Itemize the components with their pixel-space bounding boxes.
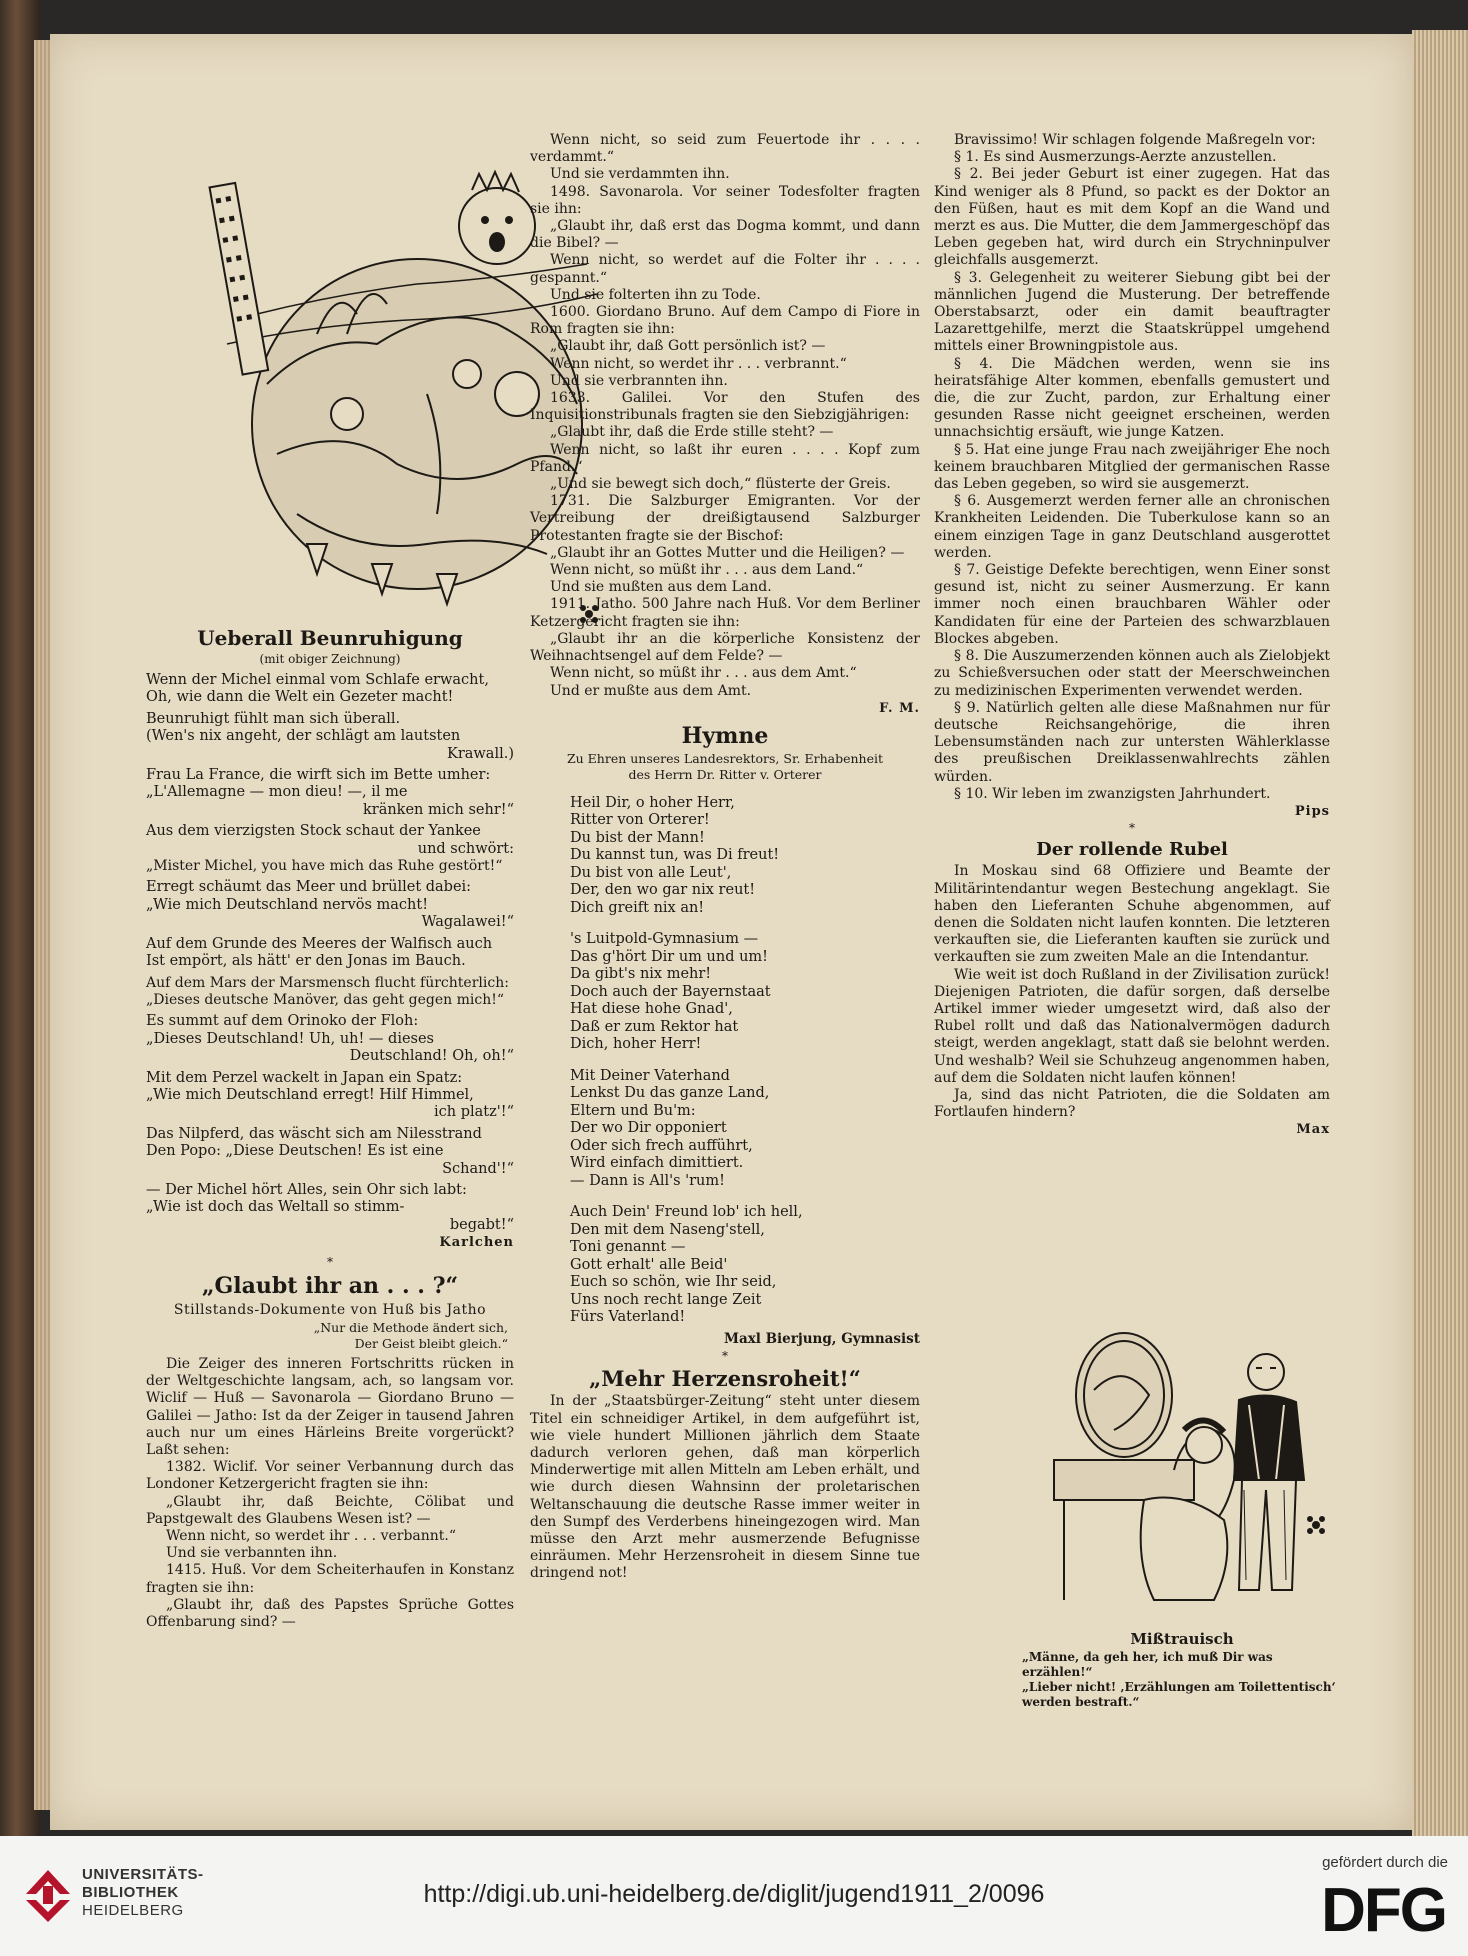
poem-line: (Wen's nix angeht, der schlägt am lautsten [146, 728, 461, 745]
library-line: UNIVERSITÄTS- [82, 1866, 204, 1883]
paragraph: § 3. Gelegenheit zu weiterer Siebung gibt bei der männlichen Jugend die Musterung. Der betreffende Oberstabsarzt, oder ein damit beauftragter Lazarettgehilfe, merzt die Staatskrüppel umgehend mittels einer Browningpistole aus. [934, 269, 1330, 355]
paragraph: 1731. Die Salzburger Emigranten. Vor der Vertreibung der dreißigtausend Salzburger Protestanten fragte sie der Bischof: [530, 493, 920, 544]
dfg-logo[interactable]: DFG [1321, 1876, 1446, 1945]
paragraph: Und sie verdammten ihn. [550, 166, 730, 183]
paragraph: § 8. Die Auszumerzenden können auch als Zielobjekt zu Schießversuchen oder statt der Meerschweinchen zu medizinischen Experimenten verwendet werden. [934, 648, 1330, 699]
permalink-url[interactable]: http://digi.ub.uni-heidelberg.de/diglit/jugend1911_2/0096 [423, 1880, 1045, 1908]
magazine-page [50, 34, 1412, 1830]
poem-line: Schand'!“ [442, 1160, 514, 1177]
poem-line: Heil Dir, o hoher Herr, [570, 794, 735, 811]
poem-line: Das g'hört Dir um und um! [570, 948, 769, 965]
hymn-title: Hymne [681, 722, 769, 749]
poem-line: Oder sich frech aufführt, [570, 1137, 753, 1154]
paragraph: Ja, sind das nicht Patrioten, die die Soldaten am Fortlaufen hindern? [934, 1086, 1330, 1121]
poem-line: Mit Deiner Vaterhand [570, 1067, 730, 1084]
paragraph: „Glaubt ihr an die körperliche Konsistenz der Weihnachtsengel auf dem Felde? — [530, 630, 920, 665]
poem-line: Lenkst Du das ganze Land, [570, 1085, 770, 1102]
stanza [570, 931, 920, 1054]
poem-line: begabt!“ [449, 1216, 514, 1233]
poem-line: — Der Michel hört Alles, sein Ohr sich labt: [146, 1181, 467, 1198]
poem-line: Dich, hoher Herr! [570, 1036, 702, 1053]
paragraph: Und sie verbrannten ihn. [550, 372, 728, 389]
paragraph: „Und sie bewegt sich doch,“ flüsterte der Greis. [550, 476, 891, 493]
poem-line: Mit dem Perzel wackelt in Japan ein Spatz: [146, 1069, 463, 1086]
paragraph: § 4. Die Mädchen werden, wenn sie ins heiratsfähige Alter kommen, ebenfalls gemustert und die, die zur Zucht, pardon, zur Erhaltung einer gesunden Rasse nicht geeignet erscheinen, werden unnachsichtig ersäuft, wie junge Katzen. [934, 355, 1330, 441]
paragraph: Und sie mußten aus dem Land. [550, 579, 772, 596]
signature-fm: F. M. [879, 700, 920, 716]
poem-line: Beunruhigt fühlt man sich überall. [146, 710, 401, 727]
poem-line: Auch Dein' Freund lob' ich hell, [570, 1204, 803, 1221]
separator-star: * [327, 1254, 333, 1269]
poem-line: Aus dem vierzigsten Stock schaut der Yankee [146, 823, 481, 840]
poem-line: 's Luitpold-Gymnasium — [570, 931, 759, 948]
poem-line: Euch so schön, wie Ihr seid, [570, 1274, 777, 1291]
poem-line: „L'Allemagne — mon dieu! —, il me [146, 784, 408, 801]
column-middle [530, 132, 920, 1583]
poem-line: ich platz'!“ [434, 1104, 514, 1121]
cartoon-caption: „Männe, da geh her, ich muß Dir was erzählen!“ [1022, 1650, 1273, 1679]
paragraph: 1498. Savonarola. Vor seiner Todesfolter fragten sie ihn: [530, 183, 920, 217]
cartoon-signature-mark [1307, 1516, 1325, 1534]
poem-line: Da gibt's nix mehr! [570, 966, 712, 983]
poem-line: „Mister Michel, you have mich das Ruhe gestört!“ [146, 858, 503, 875]
poem-line: Den mit dem Naseng'stell, [570, 1221, 765, 1238]
poem-line: Gott erhalt' alle Beid' [570, 1256, 728, 1273]
poem-line: Wagalawei!“ [421, 914, 514, 931]
poem-line: Wird einfach dimittiert. [570, 1155, 744, 1172]
paragraph: 1911. Jatho. 500 Jahre nach Huß. Vor dem Berliner Ketzergericht fragten sie ihn: [530, 596, 920, 630]
article-title-rubel: Der rollende Rubel [1036, 839, 1228, 861]
poem-line: Den Popo: „Diese Deutschen! Es ist eine [146, 1143, 444, 1160]
signature-max: Max [1296, 1122, 1330, 1138]
poem-line: Dich greift nix an! [570, 899, 705, 916]
poem-line: Daß er zum Rektor hat [570, 1018, 739, 1035]
paragraph: § 6. Ausgemerzt werden ferner alle an chronischen Krankheiten Leidenden. Die Tuberkulose kann so an einem einzigen Tage in ganz Deutschland ausgerottet werden. [934, 493, 1330, 561]
cartoon-title: Mißtrauisch [1130, 1630, 1234, 1648]
paragraph: „Glaubt ihr, daß des Papstes Sprüche Gottes Offenbarung sind? — [146, 1596, 514, 1631]
poem-line: — Dann is All's 'rum! [570, 1172, 725, 1189]
poem-line: Der, den wo gar nix reut! [570, 882, 756, 899]
poem-line: Du kannst tun, was Di freut! [570, 847, 780, 864]
poem-line: Es summt auf dem Orinoko der Floh: [146, 1013, 419, 1030]
paragraph: „Glaubt ihr, daß Gott persönlich ist? — [550, 338, 826, 355]
paragraph: § 1. Es sind Ausmerzungs-Aerzte anzustellen. [954, 149, 1277, 166]
article-title-glaubt: „Glaubt ihr an . . . ?“ [201, 1273, 459, 1300]
paragraph: § 2. Bei jeder Geburt ist einer zugegen. Hat das Kind weniger als 8 Pfund, so packt es der Doktor an den Füßen, haut es mit dem Kopf an die Wand und merzt es aus. Die Mutter, die dem Jammergeschöpf das Leben gegeben hat, wird durch ein Strychninpulver gleichfalls ausgemerzt. [934, 166, 1330, 269]
paragraph: § 9. Natürlich gelten alle diese Maßnahmen nur für deutsche Reichsangehörige, die ihren Lebensumständen nach zur untersten Wählerklasse des preußischen Dreiklassenwahlrechts zählen würden. [934, 699, 1330, 785]
stanza [570, 795, 920, 918]
library-line: BIBLIOTHEK [82, 1884, 179, 1901]
paragraph: 1633. Galilei. Vor den Stufen des Inquisitionstribunals fragten sie den Siebzigjährigen: [530, 390, 920, 424]
poem-line: Der wo Dir opponiert [570, 1120, 727, 1137]
paragraph: Wenn nicht, so müßt ihr . . . aus dem Land.“ [550, 562, 864, 579]
page-stack-right [1412, 30, 1468, 1836]
poem-line: „Wie mich Deutschland erregt! Hilf Himmel, [146, 1086, 474, 1103]
poem-line: Du bist der Mann! [570, 829, 705, 846]
poem-line: Auf dem Mars der Marsmensch flucht fürchterlich: [146, 974, 509, 991]
poem-line: Doch auch der Bayernstaat [570, 983, 771, 1000]
poem-line: Frau La France, die wirft sich im Bette umher: [146, 767, 491, 784]
paragraph: „Glaubt ihr, daß die Erde stille steht? — [550, 424, 834, 441]
poem-subtitle: (mit obiger Zeichnung) [259, 652, 401, 666]
library-line: HEIDELBERG [82, 1902, 184, 1919]
poem-line: Auf dem Grunde des Meeres der Walfisch auch [146, 935, 493, 952]
poem-line: Erregt schäumt das Meer und brüllet dabei: [146, 879, 472, 896]
paragraph: Und sie folterten ihn zu Tode. [550, 286, 761, 303]
poem-line: Oh, wie dann die Welt ein Gezeter macht! [146, 689, 454, 706]
poem-line: „Wie ist doch das Weltall so stimm- [146, 1199, 405, 1216]
poem-line: Uns noch recht lange Zeit [570, 1291, 762, 1308]
paragraph: Wenn nicht, so werdet auf die Folter ihr . . . . gespannt.“ [530, 252, 920, 286]
paragraph: Wie weit ist doch Rußland in der Zivilisation zurück! Diejenigen Patrioten, die dafür sorgen, daß derselbe Artikel immer wieder umgesetzt wird, daß also der Rubel rollt und daß das Nationalvermögen dadurch steigt, werden angeklagt, statt daß sie belohnt werden. Und weshalb? Weil sie Schuhzeug angenommen haben, auf dem die Soldaten nicht laufen können! [934, 966, 1330, 1086]
paragraph: § 5. Hat eine junge Frau nach zweijähriger Ehe noch keinem brauchbaren Mitglied der germanischen Rasse das Leben gegeben, so wird sie ausgemerzt. [934, 441, 1330, 493]
viewer-footer [0, 1836, 1468, 1956]
poem-line: Ist empört, als hätt' er den Jonas im Bauch. [146, 953, 466, 970]
paragraph: Wenn nicht, so werdet ihr . . . verbrannt.“ [550, 355, 847, 372]
column-left [146, 626, 514, 1631]
paragraph: Und sie verbannten ihn. [166, 1545, 338, 1562]
sun-face [459, 172, 535, 264]
paragraph: Wenn nicht, so laßt ihr euren . . . . Kopf zum Pfand.“ [530, 441, 920, 475]
poem-line: „Wie mich Deutschland nervös macht! [146, 896, 429, 913]
poem-line: Wenn der Michel einmal vom Schlafe erwacht, [146, 672, 489, 688]
poem-body [146, 672, 514, 1234]
hymn-dedication: Zu Ehren unseres Landesrektors, Sr. Erhabenheit [566, 750, 884, 766]
paragraph: Und er mußte aus dem Amt. [550, 682, 752, 699]
signature-pips: Pips [1294, 803, 1330, 819]
epigraph-line: Der Geist bleibt gleich.“ [354, 1335, 508, 1351]
poem-line: Fürs Vaterland! [570, 1309, 686, 1326]
paragraph: In der „Staatsbürger-Zeitung“ steht unter diesem Titel ein schneidiger Artikel, in dem aufgeführt ist, wie viele hundert Millionen jährlich dem Staate dadurch verloren gehen, daß man körperlich Minderwertige mit allen Mitteln am Leben erhält, und wie durch diesen Wahnsinn der proletarischen Weltanschauung die deutsche Rasse immer weiter in den Sumpf des Verderbens hineingezogen wird. Man müsse den Arzt mehr ausmerzende Befugnisse einräumen. Mehr Herzensroheit in diesem Sinne tue dringend not! [530, 1393, 920, 1582]
hymn-dedication: des Herrn Dr. Ritter v. Orterer [628, 766, 822, 782]
funded-by-label: gefördert durch die [1322, 1854, 1448, 1871]
cartoon-misstrauisch [1034, 1320, 1334, 1622]
paragraph: Wenn nicht, so müßt ihr . . . aus dem Amt.“ [550, 665, 857, 682]
hymn-signature: Maxl Bierjung, Gymnasist [724, 1330, 920, 1347]
poem-line: Deutschland! Oh, oh!“ [349, 1048, 514, 1065]
cartoon-caption: „Lieber nicht! ‚Erzählungen am Toilettentisch‘ werden bestraft.“ [1022, 1680, 1336, 1709]
stanza [570, 1204, 920, 1327]
separator-star: * [1129, 821, 1135, 836]
poem-line: Ritter von Orterer! [570, 812, 710, 829]
article-subtitle: Stillstands-Dokumente von Huß bis Jatho [173, 1302, 487, 1319]
stanza [570, 1068, 920, 1191]
poem-line: Du bist von alle Leut', [570, 864, 732, 881]
poem-title: Ueberall Beunruhigung [197, 626, 463, 650]
poem-line: „Dieses deutsche Manöver, das geht gegen mich!“ [146, 991, 505, 1008]
separator-star: * [722, 1349, 728, 1364]
poem-line: Eltern und Bu'm: [570, 1102, 696, 1119]
paragraph: „Glaubt ihr an Gottes Mutter und die Heiligen? — [550, 544, 905, 561]
poem-line: Krawall.) [446, 745, 514, 762]
article-title-herzensroheit: „Mehr Herzensroheit!“ [589, 1366, 861, 1392]
poem-line: Toni genannt — [570, 1239, 686, 1256]
poem-line: und schwört: [417, 840, 514, 857]
epigraph-line: „Nur die Methode ändert sich, [313, 1319, 508, 1335]
paragraph: „Glaubt ihr, daß erst das Dogma kommt, und dann die Bibel? — [530, 218, 920, 252]
paragraph: 1382. Wiclif. Vor seiner Verbannung durch das Londoner Ketzergericht fragten sie ihn: [146, 1459, 514, 1493]
poem-line: Das Nilpferd, das wäscht sich am Nilesstrand [146, 1125, 482, 1142]
paragraph: Wenn nicht, so seid zum Feuertode ihr . . . . verdammt.“ [530, 132, 920, 166]
paragraph: Die Zeiger des inneren Fortschritts rücken in der Weltgeschichte langsam, ach, so langsam vor. Wiclif — Huß — Savonarola — Giordano Bruno — Galilei — Jatho: Ist da der Zeiger in tausend Jahren auch nur um eines Härleins Breite vorgerückt? Laßt sehen: [146, 1355, 514, 1458]
poem-line: kränken mich sehr!“ [362, 801, 514, 818]
hymn-poem [530, 795, 920, 1327]
paragraph: „Glaubt ihr, daß Beichte, Cölibat und Papstgewalt des Glaubens Wesen ist? — [146, 1493, 514, 1527]
cartoon-caption-block [1022, 1628, 1342, 1710]
signature-karlchen: Karlchen [439, 1235, 514, 1251]
paragraph: In Moskau sind 68 Offiziere und Beamte der Militärintendantur wegen Bestechung angeklagt. Sie haben den Lieferanten Schuhe abgenommen, auf denen die Soldaten nicht laufen konnten. Die letzteren verkauften sie, die Lieferanten kauften sie zurück und verkauften sie zum zweiten Male an die Intendantur. [934, 863, 1330, 966]
paragraph: Wenn nicht, so werdet ihr . . . verbannt.“ [166, 1528, 457, 1544]
paragraph: § 7. Geistige Defekte berechtigen, wenn Einer sonst gesund ist, nicht zu seiner Ausmerzung. Er kann immer noch einen brauchbaren Wähler oder Kandidaten für eine der Parteien des schwarzblauen Blockes abgeben. [934, 562, 1330, 647]
column-right [934, 132, 1330, 1139]
poem-line: Hat diese hohe Gnad', [570, 1001, 733, 1018]
paragraph: § 10. Wir leben im zwanzigsten Jahrhundert. [954, 785, 1271, 802]
paragraph: 1415. Huß. Vor dem Scheiterhaufen in Konstanz fragten sie ihn: [146, 1562, 514, 1596]
poem-line: „Dieses Deutschland! Uh, uh! — dieses [146, 1030, 435, 1047]
paragraph: Bravissimo! Wir schlagen folgende Maßregeln vor: [954, 132, 1316, 148]
paragraph: 1600. Giordano Bruno. Auf dem Campo di Fiore in Rom fragten sie ihn: [530, 304, 920, 338]
